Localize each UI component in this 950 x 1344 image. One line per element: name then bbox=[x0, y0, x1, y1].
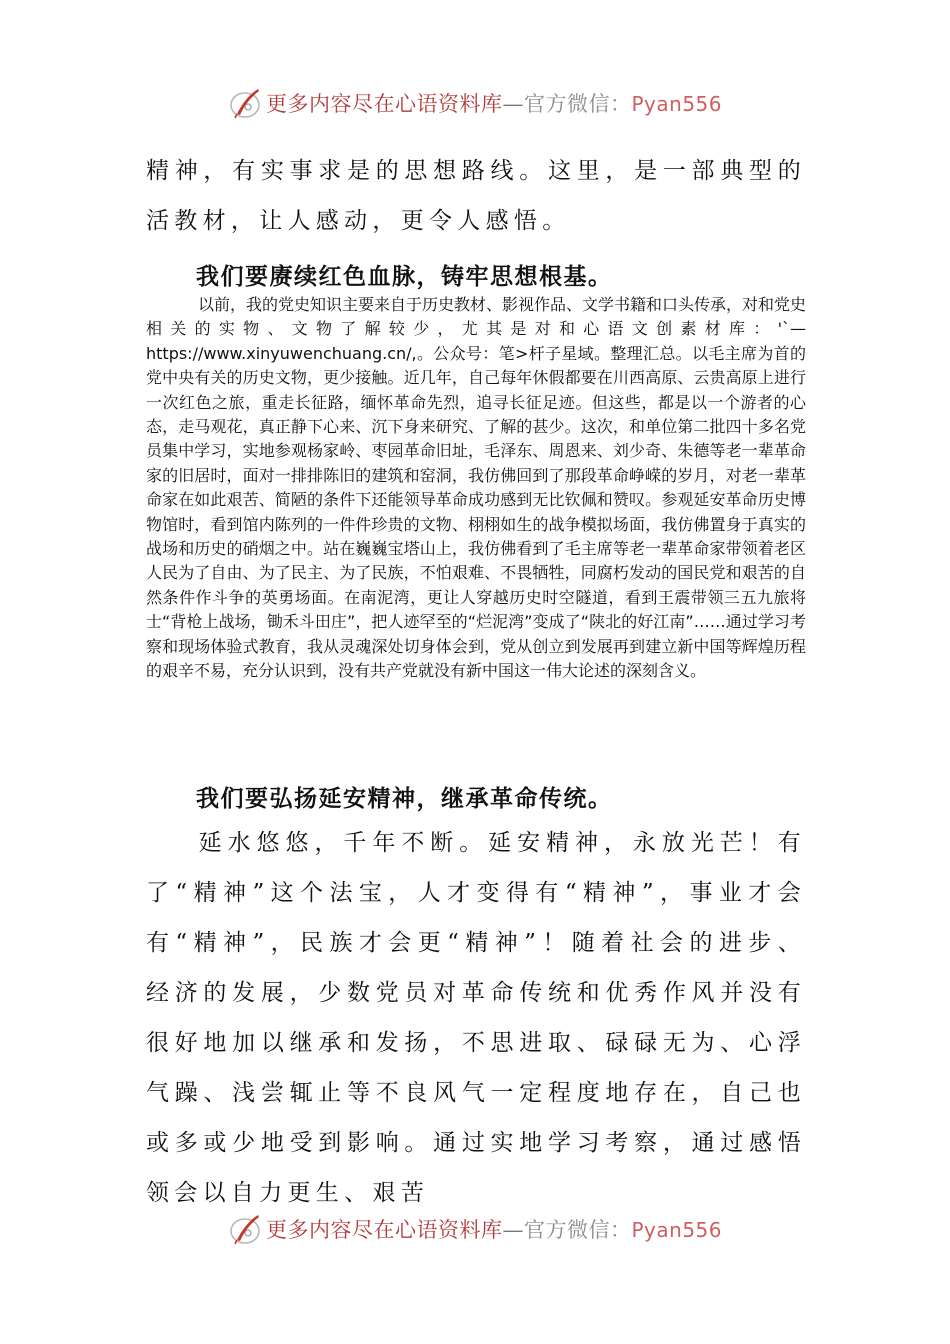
banner-dash: — bbox=[502, 92, 524, 116]
banner-title: 更多内容尽在心语资料库 bbox=[266, 1218, 503, 1242]
quill-logo-icon bbox=[228, 1212, 264, 1246]
history-study-text: 以前，我的党史知识主要来自于历史教材、影视作品、文学书籍和口头传承，对和党史相关的实物、文物了解较少，尤其是对和心语文创素材库：'`—https://www.xinyuwenchuang.cn/,。公众号：笔>杆子星域。整理汇总。以毛主席为首的党中央有关的历史文物，更少接触。近几年，自己每年休假都要在川西高原、云贵高原上进行一次红色之旅，重走长征路，缅怀革命先烈，追寻长征足迹。但这些，都是以一个游者的心态，走马观花，真正静下心来、沉下身来研究、了解的甚少。这次，和单位第二批四十多名党员集中学习，实地参观杨家岭、枣园革命旧址，毛泽东、周恩来、刘少奇、朱德等老一辈革命家的旧居时，面对一排排陈旧的建筑和窑洞，我仿佛回到了那段革命峥嵘的岁月，对老一辈革命家在如此艰苦、简陋的条件下还能领导革命成功感到无比钦佩和赞叹。参观延安革命历史博物馆时，看到馆内陈列的一件件珍贵的文物、栩栩如生的战争模拟场面，我仿佛置身于真实的战场和历史的硝烟之中。站在巍巍宝塔山上，我仿佛看到了毛主席等老一辈革命家带领着老区人民为了自由、为了民主、为了民族，不怕艰难、不畏牺牲，同腐朽发动的国民党和艰苦的自然条件作斗争的英勇场面。在南泥湾，更让人穿越历史时空隧道，看到王震带领三五九旅将士“背枪上战场，锄禾斗田庄”，把人迹罕至的“烂泥湾”变成了“陕北的好江南”……通过学习考察和现场体验式教育，我从灵魂深处切身体会到，党从创立到发展再到建立新中国等辉煌历程的艰辛不易，充分认识到，没有共产党就没有新中国这一伟大论述的深刻含义。 bbox=[146, 295, 807, 681]
banner-wechat-label: 官方微信： bbox=[524, 1218, 632, 1242]
section-heading-red-bloodline: 我们要赓续红色血脉，铸牢思想根基。 bbox=[196, 263, 613, 290]
history-study-paragraph bbox=[146, 293, 806, 684]
small-paragraph-block bbox=[146, 293, 806, 684]
banner-dash: — bbox=[502, 1218, 524, 1242]
yanan-spirit-text: 延水悠悠，千年不断。延安精神，永放光芒！有了“精神”这个法宝，人才变得有“精神”，事业才会有“精神”，民族才会更“精神”！随着社会的进步、经济的发展，少数党员对革命传统和优秀作风并没有很好地加以继承和发扬，不思进取、碌碌无为、心浮气躁、浅尝辄止等不良风气一定程度地存在，自己也或多或少地受到影响。通过实地学习考察，通过感悟领会以自力更生、艰苦 bbox=[146, 830, 806, 1206]
large-paragraph-block bbox=[146, 818, 806, 1218]
footer-watermark-banner bbox=[228, 1212, 722, 1246]
quill-logo-icon bbox=[228, 86, 264, 120]
intro-paragraph: 精神，有实事求是的思想路线。这里，是一部典型的活教材，让人感动，更令人感悟。 bbox=[146, 158, 806, 234]
banner-wechat-id: Pyan556 bbox=[631, 92, 723, 116]
header-watermark-banner bbox=[228, 86, 722, 120]
banner-title: 更多内容尽在心语资料库 bbox=[266, 92, 503, 116]
yanan-spirit-paragraph bbox=[146, 818, 806, 1218]
banner-wechat-label: 官方微信： bbox=[524, 92, 632, 116]
banner-wechat-id: Pyan556 bbox=[631, 1218, 723, 1242]
intro-paragraph-block bbox=[146, 146, 806, 246]
section-heading-yanan-spirit: 我们要弘扬延安精神，继承革命传统。 bbox=[196, 785, 613, 812]
